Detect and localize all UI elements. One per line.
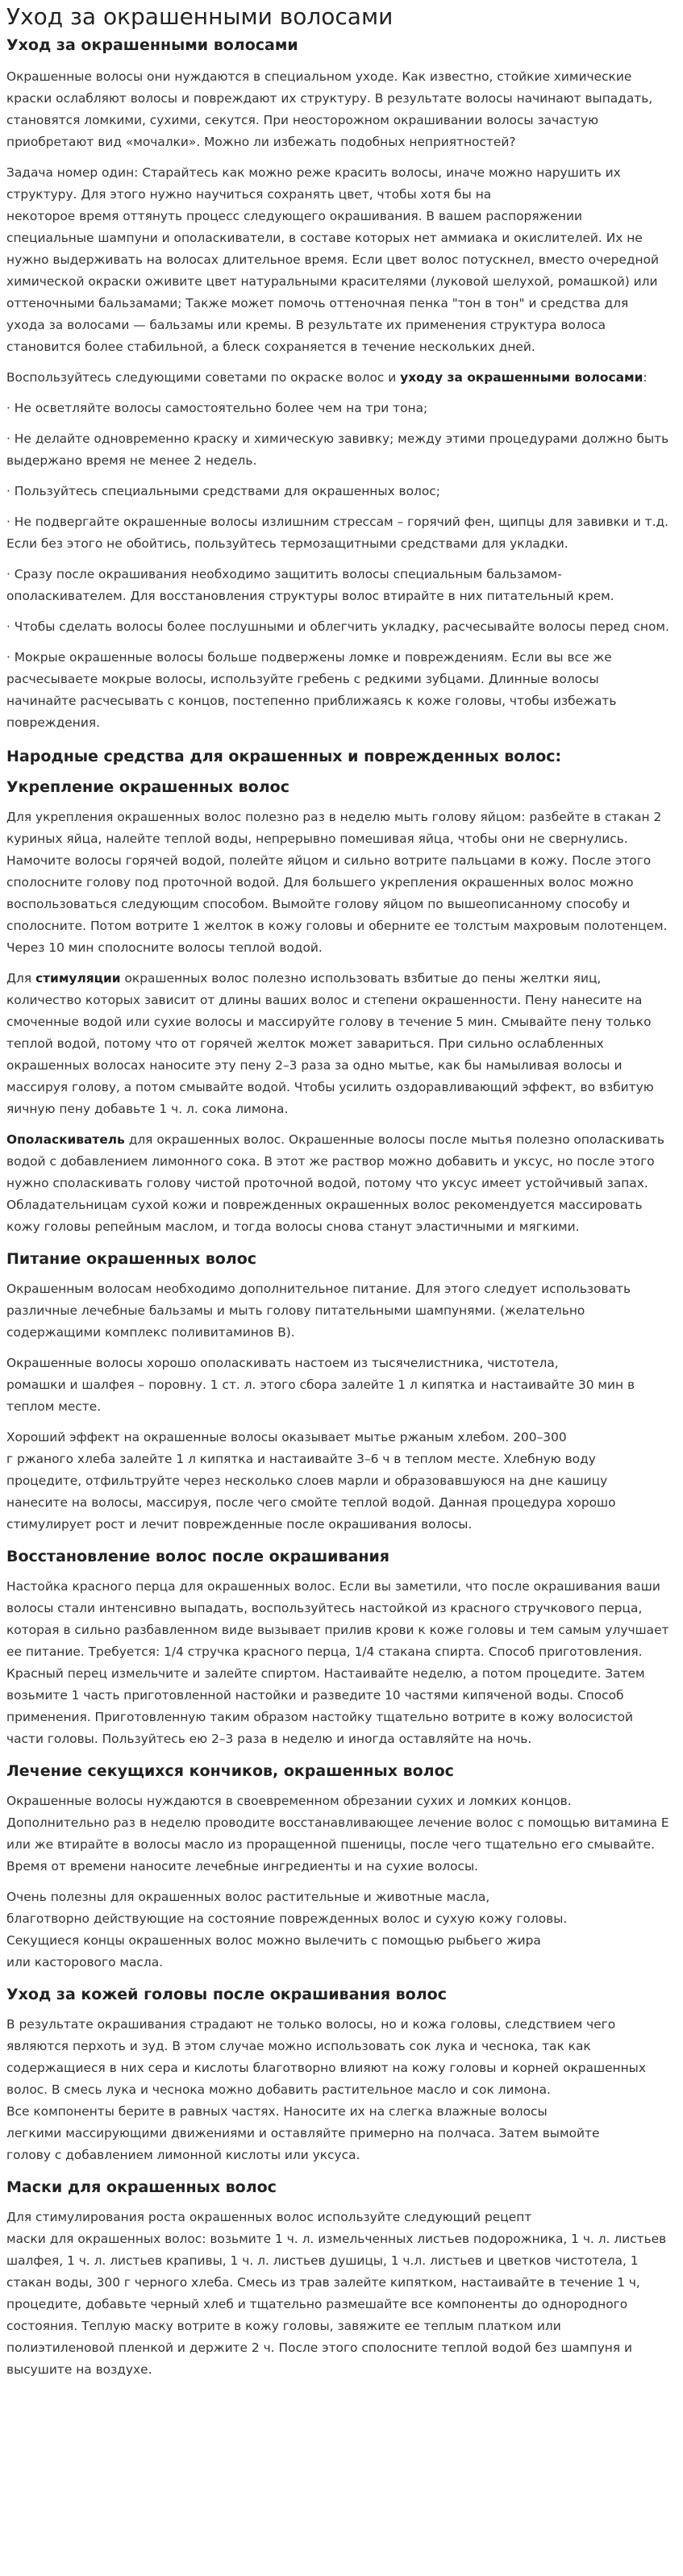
rinse-text: для окрашенных волос. Окрашенные волосы после мытья полезно ополаскивать водой с добавлением лимонного сока. В этот же раствор можно добавить и уксус, но после этого нужно споласкивать голову чистой проточной водой, потому что уксус имеет устойчивый запах. Обладательницам сухой кожи и поврежденных окрашенных волос рекомендуется массировать кожу головы репейным маслом, и тогда волосы снова станут эластичными и мягкими. [6,1132,664,1234]
restoration-heading: Восстановление волос после окрашивания [6,1548,389,1565]
stimulation-emphasis: стимуляции [35,971,121,986]
stimulation-text: окрашенных волос полезно использовать взбитые до пены желтки яиц, количество которых зависит от длины ваших волос и степени окрашенности. Пену нанесите на смоченные водой или сухие волосы и массируйте голову в течение 5 мин. Смывайте пену только теплой водой, потому что от горячей желток может завариться. При сильно ослабленных окрашенных волосах наносите эту пену 2–3 раза за одно мытье, как бы намыливая волосы и массируя голову, а потом смывайте водой. Чтобы усилить оздоравливающий эффект, во взбитую яичную пену добавьте 1 ч. л. сока лимона. [6,971,654,1116]
intro-paragraph-2: Задача номер один: Старайтесь как можно реже красить волосы, иначе можно нарушить их структуру. Для этого нужно научиться сохранять цвет, чтобы хотя бы на некоторое время оттянуть процесс следующего окрашивания. В вашем распоряжении специальные шампуни и ополаскиватели, в составе которых нет аммиака и окислителей. Их не нужно выдерживать на волосах длительное время. Если цвет волос потускнел, вместо очередной химической окраски оживите цвет натуральными красителями (луковой шелухой, ромашкой) или оттеночными бальзамами; Также может помочь оттеночная пенка "тон в тон" и средства для ухода за волосами — бальзамы или кремы. В результате их применения структура волоса становится более стабильной, а блеск сохраняется в течение нескольких дней. [6,165,660,354]
rinse-emphasis: Ополаскиватель [6,1132,125,1147]
page-title: Уход за окрашенными волосами [6,3,394,30]
stimulation-text-pre: Для [6,971,36,986]
intro-paragraph-1: Окрашенные волосы они нуждаются в специальном уходе. Как известно, стойкие химические краски ослабляют волосы и повреждают их структуру. В результате волосы начинают выпадать, становятся ломкими, сухими, секутся. При неосторожном окрашивании волосы зачастую приобретают вид «мочалки». Можно ли избежать подобных неприятностей? [6,69,653,149]
restoration-paragraph: Настойка красного перца для окрашенных волос. Если вы заметили, что после окрашивания ваши волосы стали интенсивно выпадать, воспользуйтесь настойкой из красного стручкового перца, которая в сильно разбавленном виде вызывает прилив крови к коже головы и тем самым улучшает ее питание. Требуется: 1/4 стручка красного перца, 1/4 стакана спирта. Способ приготовления. Красный перец измельчите и залейте спиртом. Настаивайте неделю, а потом процедите. Затем возьмите 1 часть приготовленной настойки и разведите 10 частями кипяченой воды. Способ применения. Приготовленную таким образом настойку тщательно вотрите в кожу волосистой части головы. Пользуйтесь ею 2–3 раза в неделю и иногда оставляйте на ночь. [6,1579,669,1746]
strengthening-heading: Укрепление окрашенных волос [6,778,289,796]
advice-intro-colon: : [643,370,648,385]
scalp-care-heading: Уход за кожей головы после окрашивания волос [6,1986,447,2003]
masks-paragraph: Для стимулирования роста окрашенных волос используйте следующий рецепт маски для окрашенных волос: возьмите 1 ч. л. измельченных листьев подорожника, 1 ч. л. листьев шалфея, 1 ч. л. листьев крапивы, 1 ч. л. листьев душицы, 1 ч.л. листьев и цветков чистотела, 1 стакан воды, 300 г черного хлеба. Смесь из трав залейте кипятком, настаивайте в течение 1 ч, процедите, добавьте черный хлеб и тщательно размешайте все компоненты до однородного состояния. Теплую маску вотрите в кожу головы, завяжите ее теплым платком или полиэтиленовой пленкой и держите 2 ч. После этого сполосните теплой водой без шампуня и высушите на воздухе. [6,2210,667,2377]
advice-list-item: · Сразу после окрашивания необходимо защитить волосы специальным бальзамом-ополаскивателем. Для восстановления структуры волос втирайте в них питательный крем. [6,567,614,603]
advice-intro-emphasis: уходу за окрашенными волосами [400,370,643,385]
split-ends-paragraph-1: Окрашенные волосы нуждаются в своевременном обрезании сухих и ломких концов. Дополнительно раз в неделю проводите восстанавливающее лечение волос с помощью витамина Е или же втирайте в волосы масло из проращенной пшеницы, после чего тщательно его смывайте. Время от времени наносите лечебные ингредиенты и на сухие волосы. [6,1794,669,1874]
advice-list-item: · Мокрые окрашенные волосы больше подвержены ломке и повреждениям. Если вы все же расчесываете мокрые волосы, используйте гребень с редкими зубцами. Длинные волосы начинайте расчесывать с концов, постепенно приближаясь к коже головы, чтобы избежать повреждения. [6,650,617,730]
split-ends-heading: Лечение секущихся кончиков, окрашенных волос [6,1762,454,1780]
nutrition-paragraph-1: Окрашенным волосам необходимо дополнительное питание. Для этого следует использовать различные лечебные бальзамы и мыть голову питательными шампунями. (желательно содержащими комплекс поливитаминов В). [6,1282,631,1340]
strengthening-paragraph-1: Для укрепления окрашенных волос полезно раз в неделю мыть голову яйцом: разбейте в стакан 2 куриных яйца, налейте теплой воды, непрерывно помешивая яйца, чтобы они не свернулись. Намочите волосы горячей водой, полейте яйцом и сильно вотрите пальцами в кожу. После этого сполосните голову под проточной водой. Для большего укрепления окрашенных волос можно воспользоваться следующим способом. Вымойте голову яйцом по вышеописанному способу и сполосните. Потом вотрите 1 желток в кожу головы и оберните ее толстым махровым полотенцем. Через 10 мин сполосните волосы теплой водой. [6,810,668,955]
folk-remedies-heading: Народные средства для окрашенных и поврежденных волос: [6,748,562,765]
advice-list-item: · Пользуйтесь специальными средствами для окрашенных волос; [6,484,440,498]
split-ends-paragraph-2: Очень полезны для окрашенных волос растительные и животные масла, благотворно действующие на состояние поврежденных волос и сухую кожу головы. Секущиеся концы окрашенных волос можно вылечить с помощью рыбьего жира или касторового масла. [6,1890,568,1970]
nutrition-paragraph-2: Окрашенные волосы хорошо ополаскивать настоем из тысячелистника, чистотела, ромашки и шалфея – поровну. 1 ст. л. этого сбора залейте 1 л кипятка и настаивайте 30 мин в теплом месте. [6,1356,635,1414]
nutrition-paragraph-3: Хороший эффект на окрашенные волосы оказывает мытье ржаным хлебом. 200–300 г ржаного хлеба залейте 1 л кипятка и настаивайте 3–6 ч в теплом месте. Хлебную воду процедите, отфильтруйте через несколько слоев марли и образовавшуюся на дне кашицу нанесите на волосы, массируя, после чего смойте теплой водой. Данная процедура хорошо стимулирует рост и лечит поврежденные после окрашивания волосы. [6,1430,616,1532]
strengthening-paragraph-2 [6,968,670,1120]
advice-list-item: · Не делайте одновременно краску и химическую завивку; между этими процедурами должно быть выдержано время не менее 2 недель. [6,431,669,468]
article-heading: Уход за окрашенными волосами [6,36,298,54]
advice-intro-text: Воспользуйтесь следующими советами по окраске волос и [6,370,401,385]
advice-list-item: · Чтобы сделать волосы более послушными и облегчить укладку, расчесывайте волосы перед сном. [6,619,669,634]
masks-heading: Маски для окрашенных волос [6,2178,277,2196]
advice-list-item: · Не подвергайте окрашенные волосы излишним стрессам – горячий фен, щипцы для завивки и т.д. Если без этого не обойтись, пользуйтесь термозащитными средствами для укладки. [6,515,669,551]
advice-list [6,398,670,734]
advice-intro [6,367,670,389]
advice-list-item: · Не осветляйте волосы самостоятельно более чем на три тона; [6,401,428,415]
nutrition-heading: Питание окрашенных волос [6,1250,257,1268]
scalp-care-paragraph: В результате окрашивания страдают не только волосы, но и кожа головы, следствием чего являются перхоть и зуд. В этом случае можно использовать сок лука и чеснока, так как содержащиеся в них сера и кислоты благотворно влияют на кожу головы и корней окрашенных волос. В смесь лука и чеснока можно добавить растительное масло и сок лимона. Все компоненты берите в равных частях. Наносите их на слегка влажные волосы легкими массирующими движениями и оставляйте примерно на полчаса. Затем вымойте голову с добавлением лимонной кислоты или уксуса. [6,2017,646,2162]
rinse-paragraph [6,1129,670,1238]
